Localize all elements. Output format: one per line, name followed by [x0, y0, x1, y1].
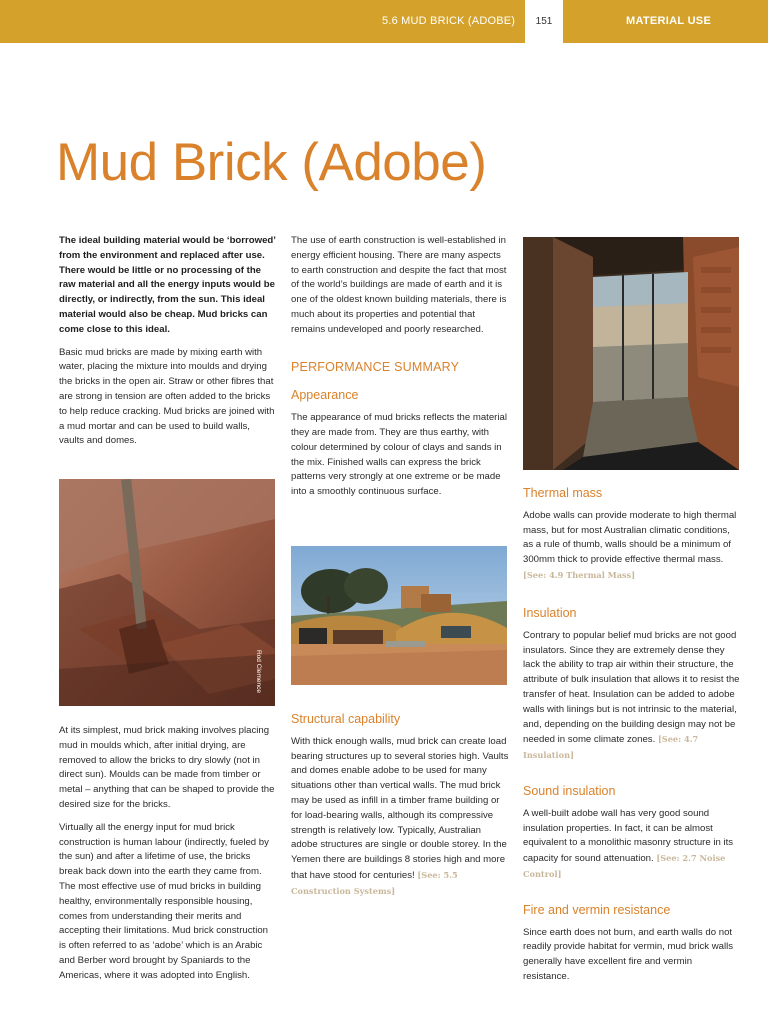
structural-text: With thick enough walls, mud brick can create load bearing structures up to several stories high. Vaults and domes enable adobe to be used for many situations other than vertical walls. The mud brick may be used as infill in a timber frame building or for load-bearing walls, although its compressive strength is relatively low. Typically, Australian adobe structures are single or double storey. In the Yemen there are buildings 8 stories high and more that have stood for centuries!: [291, 735, 509, 881]
photo-earth-house: [291, 546, 507, 685]
paragraph: Basic mud bricks are made by mixing earth with water, placing the mixture into moulds and drying the bricks in the open air. Straw or other fibres that are strong in tension are often added to the bricks to help reduce cracking. Mud bricks are joined with a mud mortar and can be used to build walls, vaults and domes.: [59, 346, 275, 447]
category-label: MATERIAL USE: [626, 15, 712, 27]
sound-paragraph: [523, 807, 741, 883]
thermal-paragraph: [523, 509, 741, 584]
fire-vermin-heading: Fire and vermin resistance: [523, 902, 671, 917]
header-bar: [0, 0, 768, 43]
paragraph: At its simplest, mud brick making involves placing mud in moulds which, after initial drying, are removed to allow the bricks to dry slowly (not in direct sun). Moulds can be made from timber or metal – anything that can be shaped to provide the desired size for the bricks.: [59, 725, 275, 810]
page-title: Mud Brick (Adobe): [56, 133, 487, 192]
appearance-heading: Appearance: [291, 388, 359, 403]
column-3-properties: [523, 606, 741, 993]
performance-summary-heading: PERFORMANCE SUMMARY: [291, 359, 460, 374]
photo-mud-brick-moulds: [59, 479, 275, 706]
page-number-box: [525, 0, 563, 43]
thermal-text: Adobe walls can provide moderate to high thermal mass, but for most Australian climatic conditions, as a rule of thumb, walls should be a minimum of 300mm thick to provide effective thermal mass.: [523, 509, 737, 566]
column-1-top: [59, 234, 277, 457]
paragraph: The appearance of mud bricks reflects the material they are made from. They are thus earthy, with colour determined by colour of clays and sands in the mix. Finished walls can express the brick patterns very strongly at one extreme or be made into a smoothly continuous surface.: [291, 412, 507, 498]
structural-capability-heading: Structural capability: [291, 712, 401, 726]
cross-reference[interactable]: [See: 4.9 Thermal Mass]: [523, 569, 636, 580]
photo-adobe-corridor: [523, 237, 739, 470]
sound-insulation-heading: Sound insulation: [523, 783, 616, 798]
page-number: 151: [535, 16, 553, 27]
cross-reference[interactable]: [See: 5.5 Construction Systems]: [291, 869, 458, 896]
section-label: 5.6 MUD BRICK (ADOBE): [382, 15, 516, 27]
insulation-paragraph: [523, 629, 741, 764]
thermal-mass-heading: Thermal mass: [523, 486, 603, 500]
column-2-bottom: [291, 712, 509, 908]
cross-reference[interactable]: [See: 4.7 Insulation]: [523, 734, 699, 761]
intro-paragraph: The use of earth construction is well-established in energy efficient housing. There are many aspects to earth construction and despite the fact that most of the world’s buildings are made of earth and it is one of the oldest known building materials, there is much about its properties and potential that remains undeveloped and poorly researched.: [291, 235, 507, 335]
lead-paragraph: The ideal building material would be ‘borrowed’ from the environment and replaced after use. There would be little or no processing of the raw material and all the energy inputs would be directly, or indirectly, from the sun. This ideal material would also be cheap. Mud bricks can come close to this ideal.: [59, 235, 276, 335]
column-1-bottom: [59, 724, 277, 992]
photo-credit: Rod Clemence: [255, 650, 262, 693]
paragraph: Virtually all the energy input for mud brick construction is human labour (indirectly, fueled by the sun) and after a lifetime of use, the bricks break back down into the earth they came from. The most effective use of mud bricks in building healthy, environmentally responsible housing, comes from understanding their merits and accepting their limitations. Mud brick construction is often referred to as ‘adobe’ which is an Arabic and Berber word brought by Spaniards to the Americas, where it was adopted into English.: [59, 821, 269, 981]
cross-reference[interactable]: [See: 2.7 Noise Control]: [523, 853, 726, 879]
column-3-thermal: [523, 486, 741, 592]
paragraph: Since earth does not burn, and earth walls do not readily provide habitat for vermin, mud brick walls generally have excellent fire and vermin resistance.: [523, 926, 734, 982]
insulation-heading: Insulation: [523, 606, 577, 620]
sound-text: A well-built adobe wall has very good sound insulation properties. In fact, it can be almost equivalent to a monolithic masonry structure in its capacity for sound attenuation.: [523, 807, 734, 865]
insulation-text: Contrary to popular belief mud bricks are not good insulators. Since they are extremely dense they lack the ability to trap air within their structure, the attribute of bulk insulation that allows it to resist the transfer of heat. Insulation can be added to adobe walls with linings but is not intrinsic to the material, and, depending on the building design may not be needed in some climate zones.: [523, 629, 740, 746]
structural-paragraph: [291, 735, 509, 900]
column-2-top: [291, 234, 509, 508]
